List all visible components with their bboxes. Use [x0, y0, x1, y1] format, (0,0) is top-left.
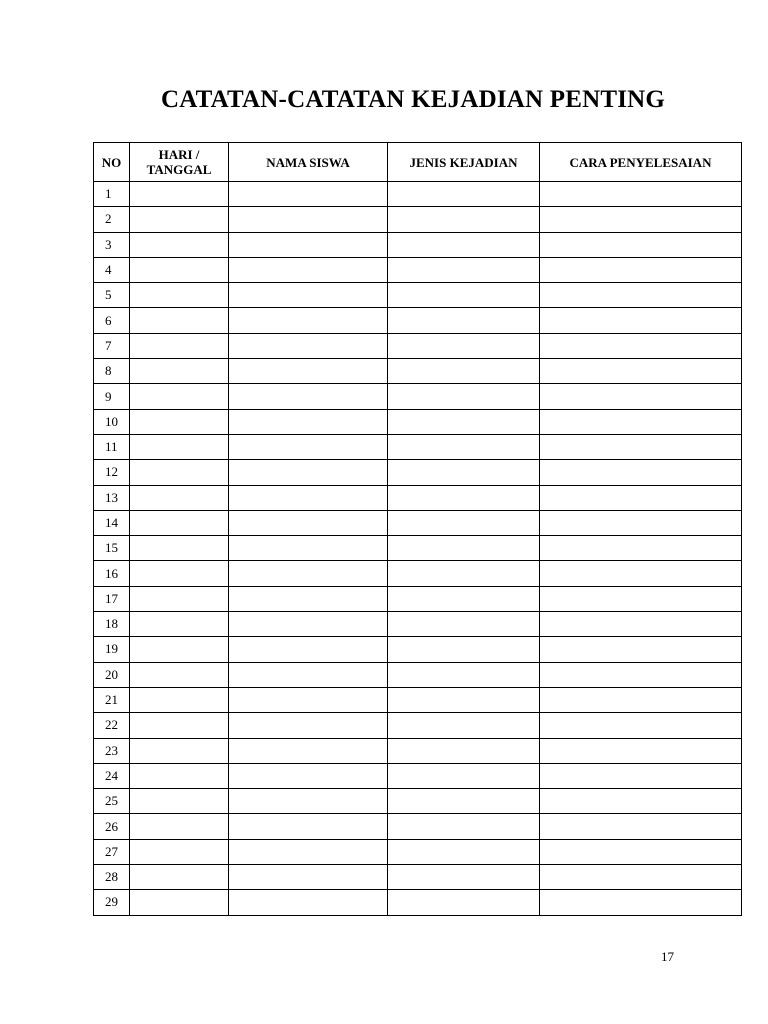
nama-siswa-cell[interactable] — [229, 586, 388, 611]
table-row — [94, 536, 742, 561]
nama-siswa-cell[interactable] — [229, 434, 388, 459]
table-row — [94, 890, 742, 915]
hari-tanggal-cell[interactable] — [130, 814, 229, 839]
hari-tanggal-cell[interactable] — [130, 763, 229, 788]
hari-tanggal-cell[interactable] — [130, 586, 229, 611]
page-number: 17 — [661, 949, 674, 964]
jenis-kejadian-cell[interactable] — [388, 687, 540, 712]
row-number-cell: 27 — [94, 839, 130, 864]
row-number-cell: 11 — [94, 434, 130, 459]
nama-siswa-cell[interactable] — [229, 232, 388, 257]
nama-siswa-cell[interactable] — [229, 865, 388, 890]
table-header-row — [94, 143, 742, 182]
jenis-kejadian-cell[interactable] — [388, 839, 540, 864]
row-number-cell: 24 — [94, 763, 130, 788]
cara-penyelesaian-cell[interactable] — [540, 789, 742, 814]
hari-tanggal-cell[interactable] — [130, 207, 229, 232]
header-cara-penyelesaian: CARA PENYELESAIAN — [540, 143, 742, 182]
header-tanggal-line: TANGGAL — [146, 162, 212, 177]
jenis-kejadian-cell[interactable] — [388, 637, 540, 662]
table-row — [94, 713, 742, 738]
hari-tanggal-cell[interactable] — [130, 637, 229, 662]
table-row — [94, 485, 742, 510]
cara-penyelesaian-cell[interactable] — [540, 283, 742, 308]
row-number-cell: 22 — [94, 713, 130, 738]
jenis-kejadian-cell[interactable] — [388, 434, 540, 459]
header-jenis-kejadian: JENIS KEJADIAN — [388, 143, 540, 182]
hari-tanggal-cell[interactable] — [130, 865, 229, 890]
hari-tanggal-cell[interactable] — [130, 713, 229, 738]
table-row — [94, 586, 742, 611]
cara-penyelesaian-cell[interactable] — [540, 536, 742, 561]
hari-tanggal-cell[interactable] — [130, 789, 229, 814]
cara-penyelesaian-cell[interactable] — [540, 182, 742, 207]
hari-tanggal-cell[interactable] — [130, 232, 229, 257]
hari-tanggal-cell[interactable] — [130, 510, 229, 535]
row-number-cell: 3 — [94, 232, 130, 257]
jenis-kejadian-cell[interactable] — [388, 561, 540, 586]
cara-penyelesaian-cell[interactable] — [540, 207, 742, 232]
row-number-cell: 7 — [94, 333, 130, 358]
jenis-kejadian-cell[interactable] — [388, 359, 540, 384]
jenis-kejadian-cell[interactable] — [388, 232, 540, 257]
table-row — [94, 865, 742, 890]
jenis-kejadian-cell[interactable] — [388, 738, 540, 763]
nama-siswa-cell[interactable] — [229, 763, 388, 788]
nama-siswa-cell[interactable] — [229, 890, 388, 915]
cara-penyelesaian-cell[interactable] — [540, 510, 742, 535]
jenis-kejadian-cell[interactable] — [388, 485, 540, 510]
hari-tanggal-cell[interactable] — [130, 460, 229, 485]
header-nama-siswa: NAMA SISWA — [229, 143, 388, 182]
table-row — [94, 662, 742, 687]
cara-penyelesaian-cell[interactable] — [540, 434, 742, 459]
cara-penyelesaian-cell[interactable] — [540, 713, 742, 738]
row-number-cell: 18 — [94, 612, 130, 637]
nama-siswa-cell[interactable] — [229, 510, 388, 535]
jenis-kejadian-cell[interactable] — [388, 612, 540, 637]
nama-siswa-cell[interactable] — [229, 359, 388, 384]
table-row — [94, 561, 742, 586]
cara-penyelesaian-cell[interactable] — [540, 890, 742, 915]
cara-penyelesaian-cell[interactable] — [540, 359, 742, 384]
row-number-cell: 20 — [94, 662, 130, 687]
cara-penyelesaian-cell[interactable] — [540, 257, 742, 282]
hari-tanggal-cell[interactable] — [130, 182, 229, 207]
row-number-cell: 16 — [94, 561, 130, 586]
nama-siswa-cell[interactable] — [229, 207, 388, 232]
cara-penyelesaian-cell[interactable] — [540, 460, 742, 485]
nama-siswa-cell[interactable] — [229, 308, 388, 333]
table-row — [94, 510, 742, 535]
nama-siswa-cell[interactable] — [229, 182, 388, 207]
jenis-kejadian-cell[interactable] — [388, 662, 540, 687]
table-row — [94, 789, 742, 814]
cara-penyelesaian-cell[interactable] — [540, 839, 742, 864]
hari-tanggal-cell[interactable] — [130, 308, 229, 333]
jenis-kejadian-cell[interactable] — [388, 713, 540, 738]
table-row — [94, 333, 742, 358]
hari-tanggal-cell[interactable] — [130, 283, 229, 308]
jenis-kejadian-cell[interactable] — [388, 308, 540, 333]
jenis-kejadian-cell[interactable] — [388, 257, 540, 282]
cara-penyelesaian-cell[interactable] — [540, 738, 742, 763]
jenis-kejadian-cell[interactable] — [388, 182, 540, 207]
table-row — [94, 384, 742, 409]
nama-siswa-cell[interactable] — [229, 612, 388, 637]
cara-penyelesaian-cell[interactable] — [540, 384, 742, 409]
incident-log-table — [93, 142, 742, 916]
row-number-cell: 13 — [94, 485, 130, 510]
row-number-cell: 4 — [94, 257, 130, 282]
nama-siswa-cell[interactable] — [229, 485, 388, 510]
jenis-kejadian-cell[interactable] — [388, 510, 540, 535]
hari-tanggal-cell[interactable] — [130, 384, 229, 409]
table-row — [94, 637, 742, 662]
cara-penyelesaian-cell[interactable] — [540, 333, 742, 358]
header-no: NO — [94, 143, 130, 182]
nama-siswa-cell[interactable] — [229, 409, 388, 434]
table-row — [94, 612, 742, 637]
table-row — [94, 257, 742, 282]
row-number-cell: 26 — [94, 814, 130, 839]
cara-penyelesaian-cell[interactable] — [540, 687, 742, 712]
nama-siswa-cell[interactable] — [229, 662, 388, 687]
jenis-kejadian-cell[interactable] — [388, 789, 540, 814]
table-row — [94, 434, 742, 459]
hari-tanggal-cell[interactable] — [130, 687, 229, 712]
header-hari-line: HARI / — [158, 147, 200, 162]
hari-tanggal-cell[interactable] — [130, 359, 229, 384]
jenis-kejadian-cell[interactable] — [388, 409, 540, 434]
row-number-cell: 10 — [94, 409, 130, 434]
table-body — [94, 182, 742, 916]
table-row — [94, 839, 742, 864]
hari-tanggal-cell[interactable] — [130, 612, 229, 637]
hari-tanggal-cell[interactable] — [130, 257, 229, 282]
nama-siswa-cell[interactable] — [229, 687, 388, 712]
table-row — [94, 308, 742, 333]
cara-penyelesaian-cell[interactable] — [540, 561, 742, 586]
hari-tanggal-cell[interactable] — [130, 434, 229, 459]
cara-penyelesaian-cell[interactable] — [540, 662, 742, 687]
nama-siswa-cell[interactable] — [229, 738, 388, 763]
nama-siswa-cell[interactable] — [229, 561, 388, 586]
jenis-kejadian-cell[interactable] — [388, 333, 540, 358]
nama-siswa-cell[interactable] — [229, 536, 388, 561]
jenis-kejadian-cell[interactable] — [388, 536, 540, 561]
nama-siswa-cell[interactable] — [229, 283, 388, 308]
row-number-cell: 2 — [94, 207, 130, 232]
row-number-cell: 17 — [94, 586, 130, 611]
hari-tanggal-cell[interactable] — [130, 561, 229, 586]
row-number-cell: 28 — [94, 865, 130, 890]
jenis-kejadian-cell[interactable] — [388, 865, 540, 890]
hari-tanggal-cell[interactable] — [130, 485, 229, 510]
hari-tanggal-cell[interactable] — [130, 536, 229, 561]
row-number-cell: 1 — [94, 182, 130, 207]
jenis-kejadian-cell[interactable] — [388, 890, 540, 915]
hari-tanggal-cell[interactable] — [130, 333, 229, 358]
row-number-cell: 25 — [94, 789, 130, 814]
row-number-cell: 19 — [94, 637, 130, 662]
cara-penyelesaian-cell[interactable] — [540, 586, 742, 611]
jenis-kejadian-cell[interactable] — [388, 586, 540, 611]
row-number-cell: 29 — [94, 890, 130, 915]
cara-penyelesaian-cell[interactable] — [540, 865, 742, 890]
cara-penyelesaian-cell[interactable] — [540, 763, 742, 788]
table-row — [94, 814, 742, 839]
nama-siswa-cell[interactable] — [229, 839, 388, 864]
table-row — [94, 409, 742, 434]
cara-penyelesaian-cell[interactable] — [540, 308, 742, 333]
jenis-kejadian-cell[interactable] — [388, 207, 540, 232]
table-row — [94, 182, 742, 207]
table-row — [94, 460, 742, 485]
nama-siswa-cell[interactable] — [229, 713, 388, 738]
cara-penyelesaian-cell[interactable] — [540, 485, 742, 510]
row-number-cell: 14 — [94, 510, 130, 535]
table-row — [94, 359, 742, 384]
jenis-kejadian-cell[interactable] — [388, 460, 540, 485]
nama-siswa-cell[interactable] — [229, 814, 388, 839]
row-number-cell: 8 — [94, 359, 130, 384]
table-row — [94, 687, 742, 712]
page-title: CATATAN-CATATAN KEJADIAN PENTING — [160, 86, 666, 113]
table-row — [94, 207, 742, 232]
table-row — [94, 738, 742, 763]
row-number-cell: 9 — [94, 384, 130, 409]
jenis-kejadian-cell[interactable] — [388, 384, 540, 409]
jenis-kejadian-cell[interactable] — [388, 814, 540, 839]
hari-tanggal-cell[interactable] — [130, 839, 229, 864]
nama-siswa-cell[interactable] — [229, 460, 388, 485]
row-number-cell: 15 — [94, 536, 130, 561]
jenis-kejadian-cell[interactable] — [388, 763, 540, 788]
row-number-cell: 12 — [94, 460, 130, 485]
cara-penyelesaian-cell[interactable] — [540, 232, 742, 257]
nama-siswa-cell[interactable] — [229, 789, 388, 814]
nama-siswa-cell[interactable] — [229, 257, 388, 282]
table-row — [94, 763, 742, 788]
row-number-cell: 23 — [94, 738, 130, 763]
hari-tanggal-cell[interactable] — [130, 409, 229, 434]
hari-tanggal-cell[interactable] — [130, 662, 229, 687]
cara-penyelesaian-cell[interactable] — [540, 409, 742, 434]
jenis-kejadian-cell[interactable] — [388, 283, 540, 308]
row-number-cell: 21 — [94, 687, 130, 712]
row-number-cell: 5 — [94, 283, 130, 308]
row-number-cell: 6 — [94, 308, 130, 333]
hari-tanggal-cell[interactable] — [130, 738, 229, 763]
table-row — [94, 283, 742, 308]
nama-siswa-cell[interactable] — [229, 333, 388, 358]
hari-tanggal-cell[interactable] — [130, 890, 229, 915]
cara-penyelesaian-cell[interactable] — [540, 814, 742, 839]
table-row — [94, 232, 742, 257]
nama-siswa-cell[interactable] — [229, 637, 388, 662]
cara-penyelesaian-cell[interactable] — [540, 637, 742, 662]
nama-siswa-cell[interactable] — [229, 384, 388, 409]
header-hari-tanggal — [130, 143, 229, 182]
cara-penyelesaian-cell[interactable] — [540, 612, 742, 637]
